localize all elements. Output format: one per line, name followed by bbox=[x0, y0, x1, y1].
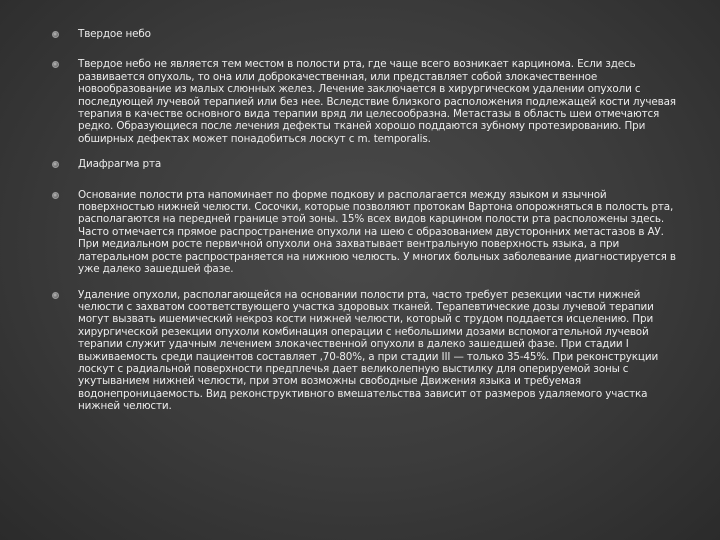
bullet-circle-icon bbox=[52, 292, 59, 299]
bullet-circle-icon bbox=[52, 192, 59, 199]
bullet-circle-icon bbox=[52, 61, 59, 68]
bullet-item-mouth-floor-body bbox=[50, 189, 680, 276]
bullet-text: Основание полости рта напоминает по форме подкову и располагается между языком и язычной поверхностью нижней челюсти. Сосочки, которые позволяют протокам Вартона опорожняться в полость рта, располагаются на передней границе этой зоны. 15% всех видов карцином полости рта расположены здесь. Часто отмечается прямое распространение опухоли на шею с образованием двусторонних метастазов в АУ. При медиальном росте первичной опухоли она захватывает вентральную поверхность языка, а при латеральном росте распространяется на нижнюю челюсть. У многих больных заболевание диагностируется в уже далеко зашедшей фазе. bbox=[78, 188, 676, 276]
bullet-circle-icon bbox=[52, 161, 59, 168]
bullet-item-tumor-removal bbox=[50, 289, 680, 413]
bullet-list bbox=[50, 28, 680, 426]
bullet-item-mouth-floor-heading bbox=[50, 158, 680, 170]
bullet-text: Диафрагма рта bbox=[78, 158, 162, 171]
bullet-circle-icon bbox=[52, 31, 59, 38]
bullet-text: Удаление опухоли, располагающейся на основании полости рта, часто требует резекции части нижней челюсти с захватом соответствующего участка здоровых тканей. Терапевтические дозы лучевой терапии могут вызвать ишемический некроз кости нижней челюсти, который с трудом поддается исцелению. При хирургической резекции опухоли комбинация операции с небольшими дозами вспомогательной лучевой терапии служит удачным лечением злокачественной опухоли в далеко зашедшей фазе. При стадии I выживаемость среди пациентов составляет ,70-80%, а при стадии III — только 35-45%. При реконструкции лоскут с радиальной поверхности предплечья дает великолепную выстилку для оперируемой зоны с укутыванием нижней челюсти, при этом возможны свободные Движения языка и требуемая водонепроницаемость. Вид реконструктивного вмешательства зависит от размеров удаляемого участка нижней челюсти. bbox=[78, 288, 659, 413]
bullet-text: Твердое небо не является тем местом в полости рта, где чаще всего возникает карцинома. Если здесь развивается опухоль, то она или доброкачественная, или представляет собой злокачественное новообразование из малых слюнных желез. Лечение заключается в хирургическом удалении опухоли с последующей лучевой терапией или без нее. Вследствие близкого расположения подлежащей кости лучевая терапия в качестве основного вида терапии вряд ли целесообразна. Метастазы в область шеи отмечаются редко. Образующиеся после лечения дефекты тканей хорошо поддаются зубному протезированию. При обширных дефектах может понадобиться лоскут с m. temporalis. bbox=[78, 58, 676, 145]
bullet-item-hard-palate-body bbox=[50, 58, 680, 145]
bullet-text: Твердое небо bbox=[78, 28, 151, 40]
bullet-item-hard-palate-heading bbox=[50, 28, 680, 40]
